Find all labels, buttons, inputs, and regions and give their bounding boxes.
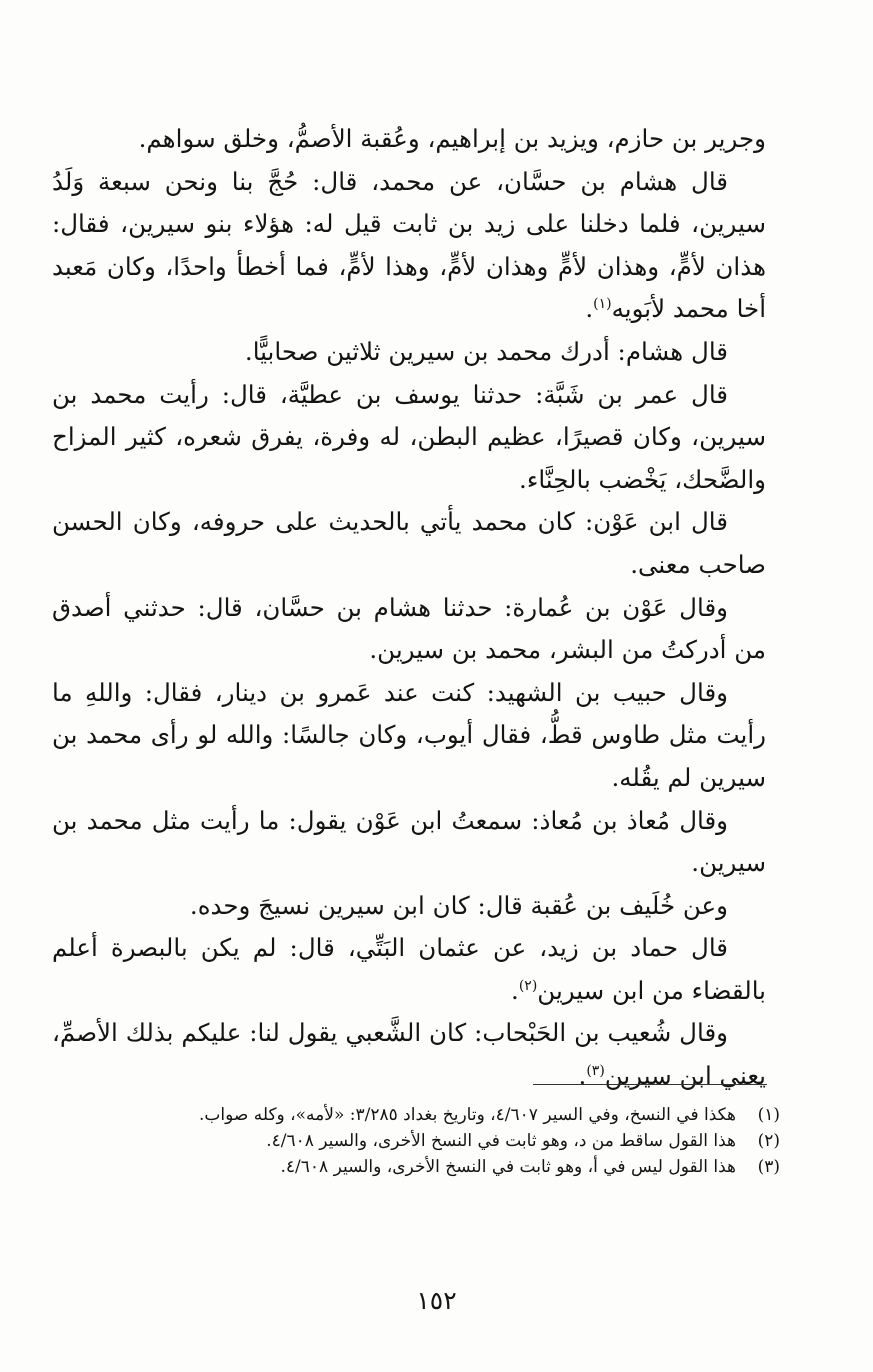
paragraph-text: قال هشام بن حسَّان، عن محمد، قال: حُجَّ بنا ونحن سبعة وَلَدُ سيرين، فلما دخلنا على زيد بن ثابت قيل له: هؤلاء بنو سيرين، فقال: هذان لأمٍّ، وهذان لأمٍّ وهذان لأمٍّ، وهذا لأمٍّ، فما أخطأ واحدًا، وكان مَعبد أخا محمد لأبَويه: [52, 166, 766, 324]
paragraph-end: .: [511, 975, 519, 1005]
paragraph-end: .: [578, 1061, 587, 1091]
page-number: ١٥٢: [416, 1286, 457, 1315]
paragraph: [52, 800, 766, 885]
paragraph-text: قال عمر بن شَبَّة: حدثنا يوسف بن عطيَّة، قال: رأيت محمد بن سيرين، وكان قصيرًا، عظيم البطن، له وفرة، يفرق شعره، كثير المزاح والضَّحك، يَخْضب بالحِنَّاء.: [52, 379, 766, 494]
paragraph: [52, 885, 766, 928]
paragraph-text: وجرير بن حازم، ويزيد بن إبراهيم، وعُقبة الأصمُّ، وخلق سواهم.: [138, 124, 766, 153]
footnote: [52, 1154, 780, 1180]
paragraph: [52, 331, 766, 374]
footnote-reference[interactable]: (٣): [586, 1062, 605, 1079]
paragraph: [52, 161, 766, 331]
paragraph: [52, 672, 766, 800]
paragraph-text: وقال شُعيب بن الحَبْحاب: كان الشَّعبي يقول لنا: عليكم بذلك الأصمِّ، يعني ابن سيرين: [52, 1018, 766, 1091]
paragraph: [52, 374, 766, 502]
paragraph: [52, 118, 766, 161]
footnote-number: (٣): [757, 1157, 780, 1177]
paragraph-text: قال ابن عَوْن: كان محمد يأتي بالحديث على حروفه، وكان الحسن صاحب معنى.: [52, 507, 766, 579]
paragraph-text: قال حماد بن زيد، عن عثمان البَتِّي، قال: لم يكن بالبصرة أعلم بالقضاء من ابن سيرين: [52, 933, 766, 1005]
footnote-number: (٢): [757, 1131, 780, 1151]
main-text: [52, 118, 766, 1098]
footnote-text: هذا القول ساقط من د، وهو ثابت في النسخ الأخرى، والسير ٤/٦٠٨.: [266, 1131, 736, 1151]
footnote-reference[interactable]: (٢): [518, 977, 538, 994]
paragraph-end: .: [585, 294, 594, 324]
footnote-text: هكذا في النسخ، وفي السير ٤/٦٠٧، وتاريخ بغداد ٣/٢٨٥: «لأمه»، وكله صواب.: [198, 1105, 736, 1125]
paragraph-text: وقال عَوْن بن عُمارة: حدثنا هشام بن حسَّان، قال: حدثني أصدق من أدركتُ من البشر، محمد بن سيرين.: [52, 592, 766, 665]
paragraph: [52, 587, 766, 672]
footnote: [52, 1128, 780, 1154]
paragraph-text: وعن خُلَيف بن عُقبة قال: كان ابن سيرين نسيجَ وحده.: [189, 890, 728, 920]
paragraph-text: وقال حبيب بن الشهيد: كنت عند عَمرو بن دينار، فقال: واللهِ ما رأيت مثل طاوس قطُّ، فقال أيوب، وكان جالسًا: والله لو رأى محمد بن سيرين لم يقُله.: [52, 677, 766, 792]
paragraph: [52, 501, 766, 586]
footnote-number: (١): [757, 1105, 780, 1125]
footnote-divider: [533, 1084, 767, 1085]
paragraph-text: قال هشام: أدرك محمد بن سيرين ثلاثين صحابيًّا.: [244, 336, 728, 366]
paragraph: [52, 927, 766, 1012]
footnote: [52, 1102, 780, 1128]
footnote-text: هذا القول ليس في أ، وهو ثابت في النسخ الأخرى، والسير ٤/٦٠٨.: [280, 1157, 736, 1177]
paragraph-text: وقال مُعاذ بن مُعاذ: سمعتُ ابن عَوْن يقول: ما رأيت مثل محمد بن سيرين.: [52, 805, 766, 878]
footnote-reference[interactable]: (١): [593, 296, 612, 313]
footnotes: [52, 1102, 780, 1180]
